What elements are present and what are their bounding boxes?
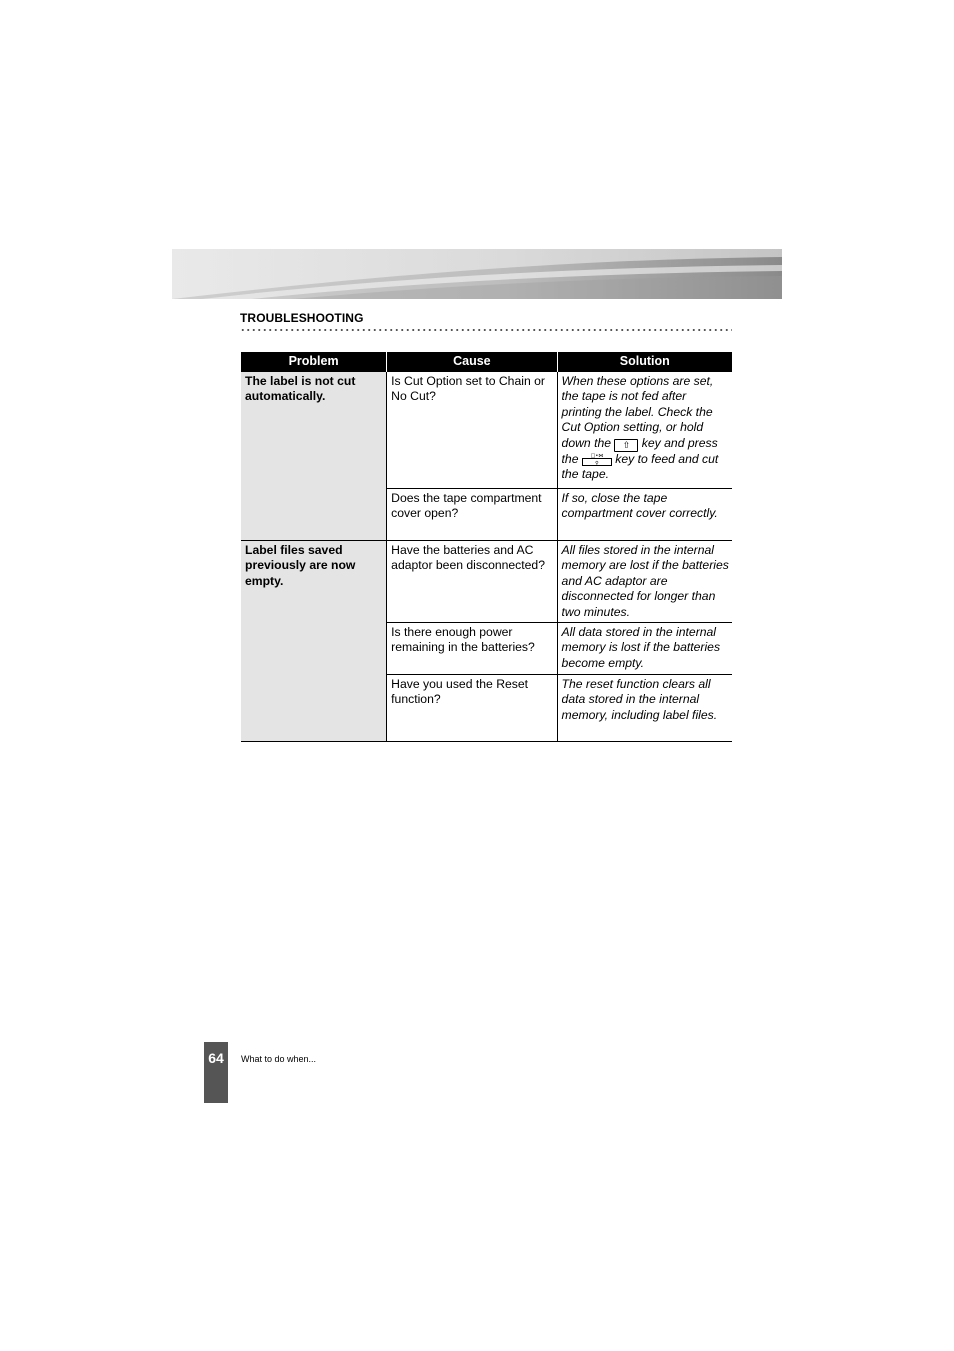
solution-text-part: key and press the [561,435,718,466]
table-row [241,541,732,623]
dotted-divider [240,328,732,332]
svg-text:□•⋈: □•⋈ [590,452,604,459]
problem-cell: Label files saved previously are now empty. [241,541,387,742]
cause-cell: Does the tape compartment cover open? [387,489,557,541]
page-number: 64 [208,1050,224,1066]
solution-text-part: key to feed and cut the tape. [561,451,719,482]
solution-cell: All files stored in the internal memory are lost if the batteries and AC adaptor are disconnected for longer than two minutes. [557,541,732,623]
cause-cell: Is there enough power remaining in the batteries? [387,623,557,675]
table-header-row [241,352,732,372]
problem-cell: The label is not cut automatically. [241,372,387,541]
solution-text-part: When these options are set, the tape is not fed after printing the label. Check the Cut Option setting, or hold down the [561,374,714,450]
solution-cell: If so, close the tape compartment cover correctly. [557,489,732,541]
footer-section-label: What to do when... [241,1054,317,1064]
svg-text:⚲: ⚲ [595,460,599,466]
cause-cell: Have the batteries and AC adaptor been disconnected? [387,541,557,623]
header-cause: Cause [387,352,557,372]
header-banner [172,249,782,299]
solution-cell: The reset function clears all data stored in the internal memory, including label files. [557,675,732,742]
table-row [241,372,732,489]
shift-key-icon: ⇧ [614,439,638,452]
header-solution: Solution [557,352,732,372]
solution-cell [557,372,732,489]
feed-cut-key-icon [582,452,612,466]
cause-cell: Have you used the Reset function? [387,675,557,742]
cause-cell: Is Cut Option set to Chain or No Cut? [387,372,557,489]
troubleshooting-table [241,352,732,742]
section-title: TROUBLESHOOTING [240,311,364,325]
header-problem: Problem [241,352,387,372]
solution-cell: All data stored in the internal memory is lost if the batteries become empty. [557,623,732,675]
